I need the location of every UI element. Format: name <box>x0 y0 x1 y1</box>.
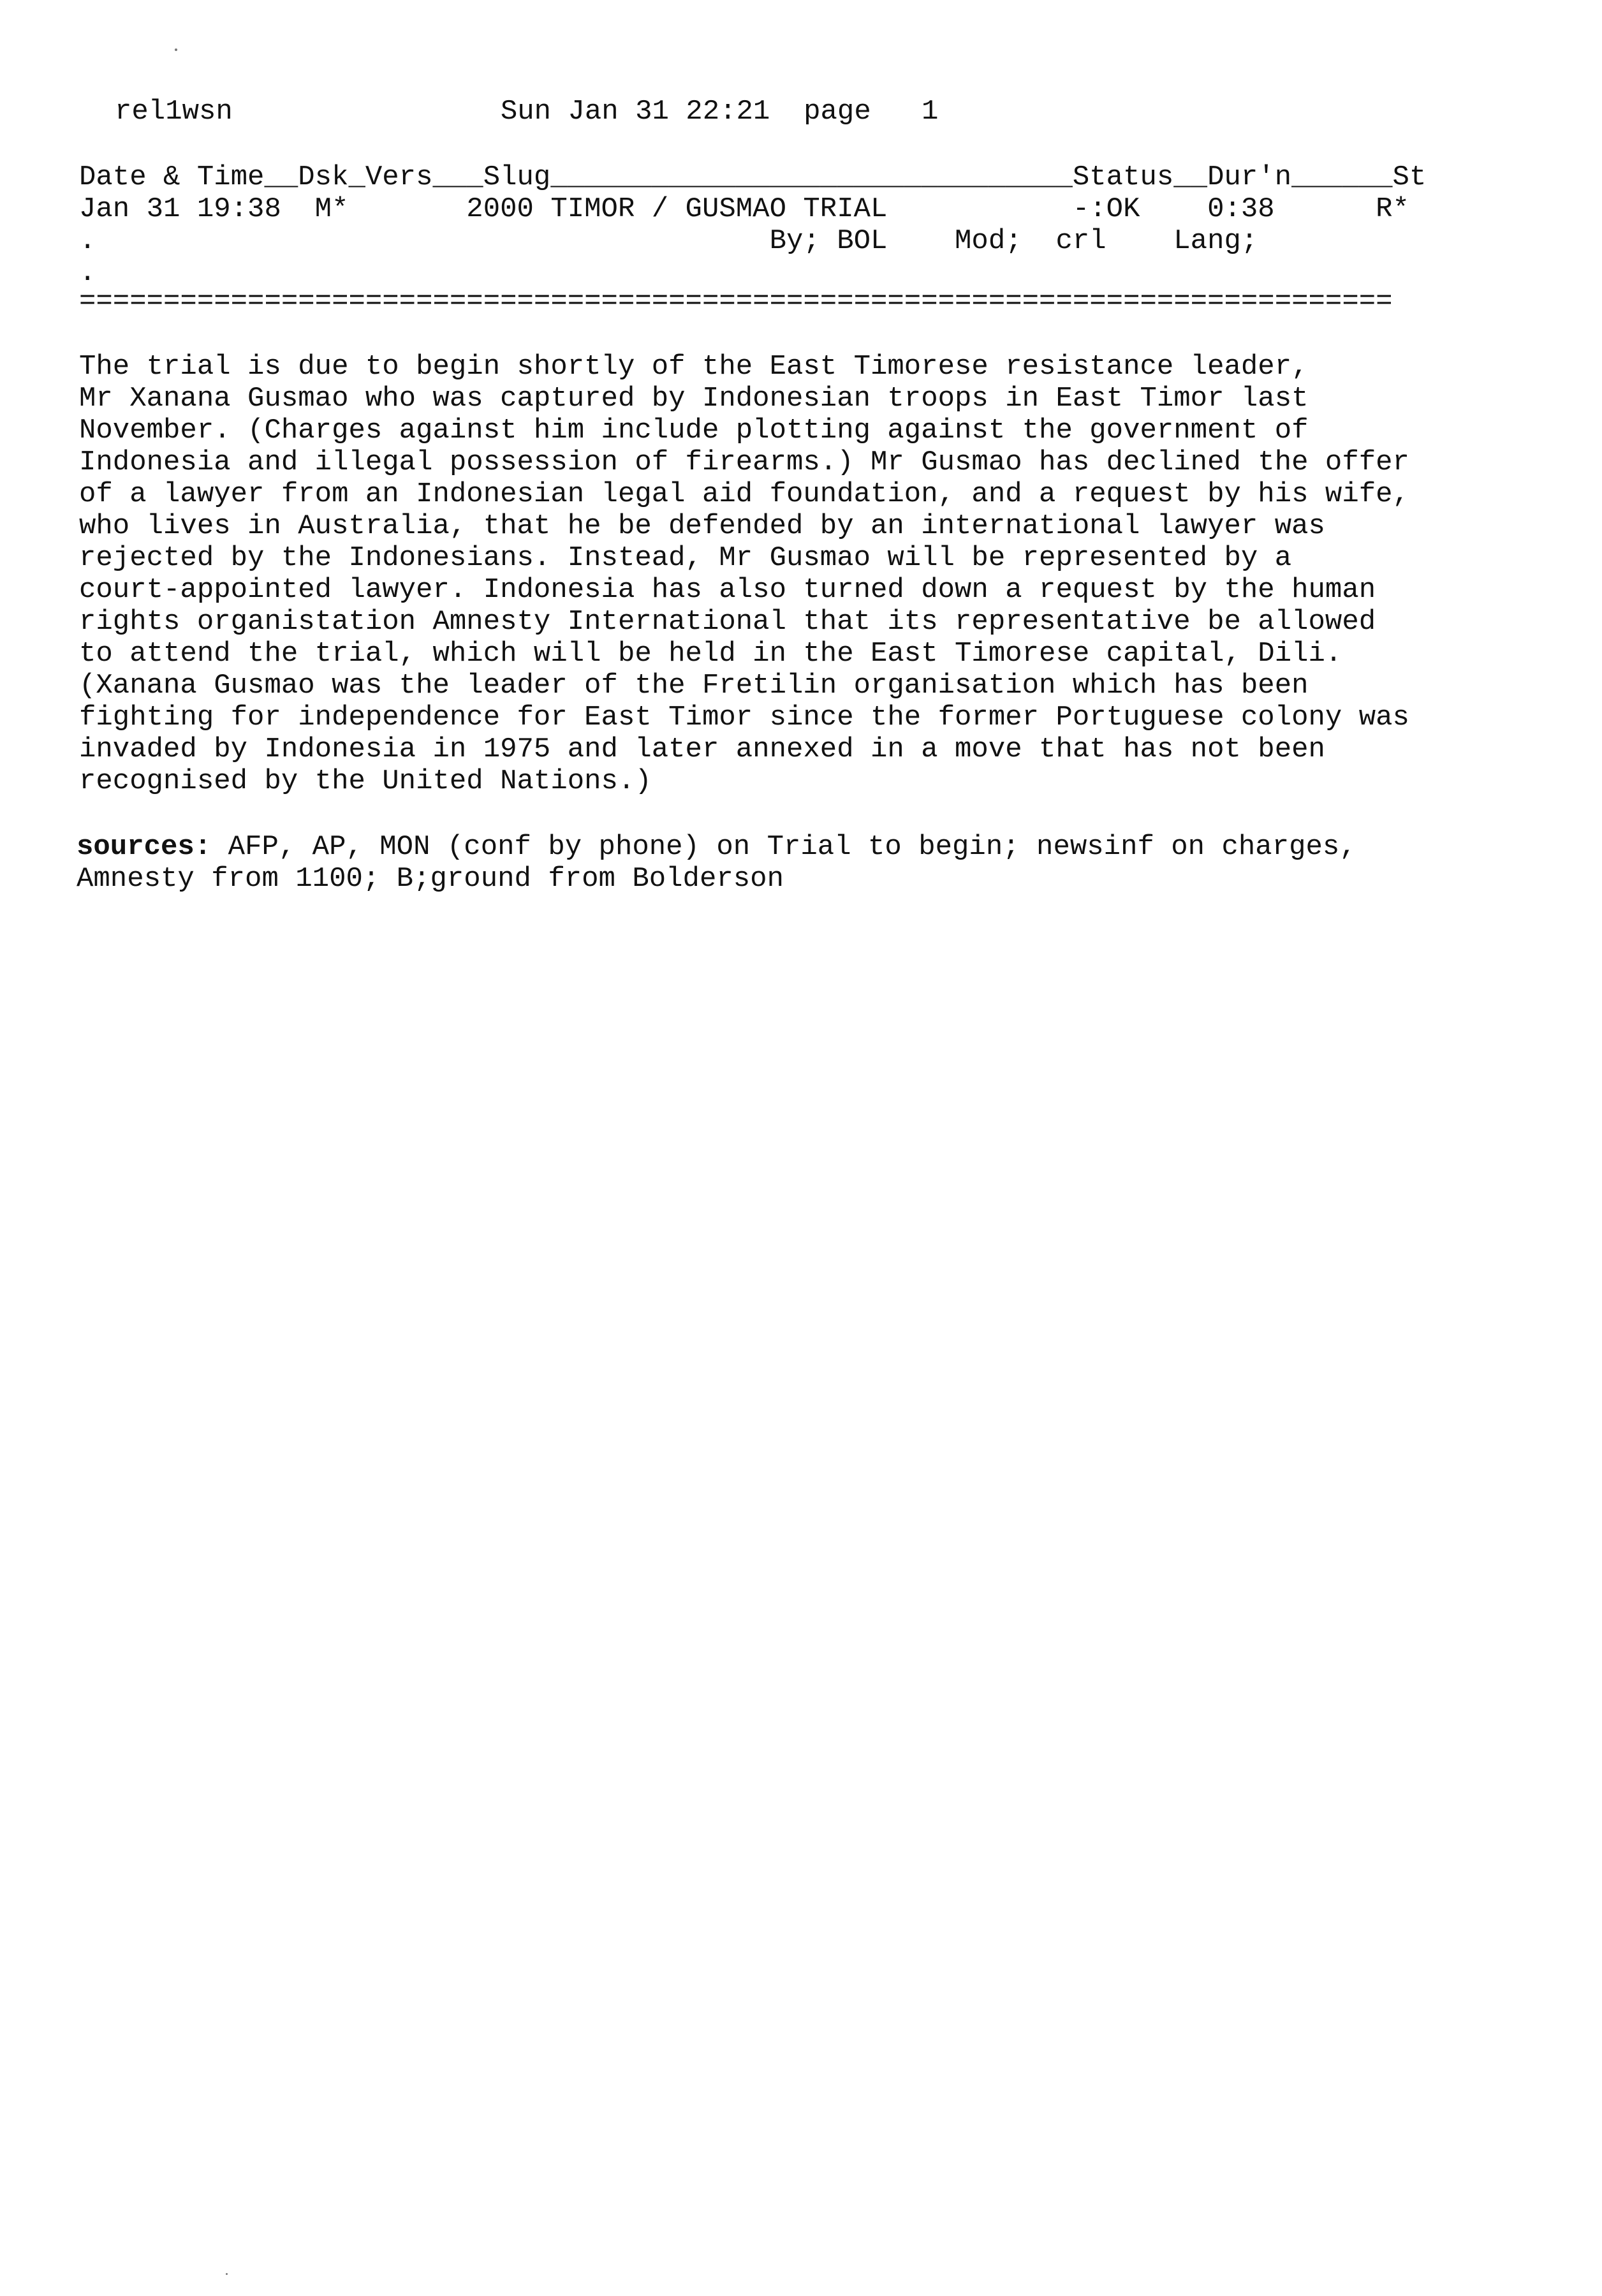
sources-line-1 <box>77 831 1356 863</box>
sources-label: sources: <box>77 831 212 863</box>
timestamp: Sun Jan 31 22:21 <box>500 96 770 128</box>
byline-row: . By; BOL Mod; crl Lang; <box>79 225 1258 257</box>
story-line: invaded by Indonesia in 1975 and later annexed in a move that has not been <box>79 733 1325 765</box>
sources-text-1: AFP, AP, MON (conf by phone) on Trial to begin; newsinf on charges, <box>211 831 1356 863</box>
page-number: 1 <box>921 96 939 128</box>
story-line: November. (Charges against him include plotting against the government of <box>79 415 1309 446</box>
page-label: page <box>804 96 871 128</box>
scan-speck <box>175 48 177 51</box>
story-line: fighting for independence for East Timor since the former Portuguese colony was <box>79 702 1409 733</box>
story-line: The trial is due to begin shortly of the East Timorese resistance leader, <box>79 351 1309 383</box>
story-line: Mr Xanana Gusmao who was captured by Indonesian troops in East Timor last <box>79 383 1309 415</box>
scan-speck <box>226 2273 228 2275</box>
story-line: (Xanana Gusmao was the leader of the Fretilin organisation which has been <box>79 670 1309 702</box>
system-name: rel1wsn <box>115 96 233 128</box>
story-line: court-appointed lawyer. Indonesia has also turned down a request by the human <box>79 574 1376 606</box>
dot-row: . <box>79 257 96 289</box>
entry-row: Jan 31 19:38 M* 2000 TIMOR / GUSMAO TRIAL -:OK 0:38 R* <box>79 193 1409 225</box>
header-line <box>115 96 938 128</box>
story-body <box>79 319 1409 861</box>
story-line: to attend the trial, which will be held in the East Timorese capital, Dili. <box>79 638 1342 670</box>
sources-block <box>77 831 1356 895</box>
sources-text-2: Amnesty from 1100; B;ground from Bolderson <box>77 863 784 895</box>
story-line: rejected by the Indonesians. Instead, Mr Gusmao will be represented by a <box>79 542 1292 574</box>
separator-rule: ============================================================================== <box>79 286 1393 318</box>
column-headers: Date & Time__Dsk_Vers___Slug_______________________________Status__Dur'n______St <box>79 161 1427 193</box>
story-line: rights organistation Amnesty International that its representative be allowed <box>79 606 1376 638</box>
story-line: Indonesia and illegal possession of firearms.) Mr Gusmao has declined the offer <box>79 446 1409 478</box>
story-line: of a lawyer from an Indonesian legal aid foundation, and a request by his wife, <box>79 478 1409 510</box>
story-line: who lives in Australia, that he be defended by an international lawyer was <box>79 510 1325 542</box>
story-line: recognised by the United Nations.) <box>79 765 652 797</box>
